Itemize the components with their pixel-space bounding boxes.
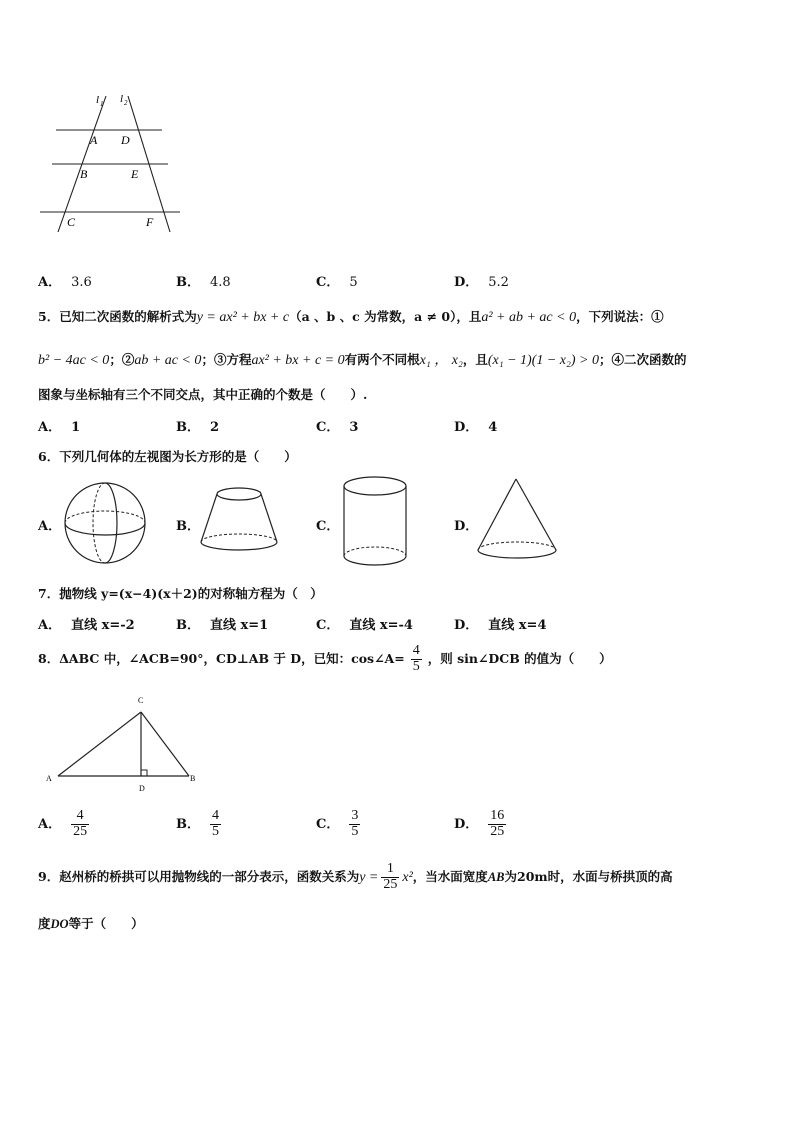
q4-option-d[interactable] (454, 271, 509, 290)
option-letter: C． (316, 817, 340, 832)
q9-text: 时，水面与桥拱顶的高 (547, 869, 673, 884)
fraction-numerator: 4 (412, 643, 420, 659)
label-l2: l (120, 93, 124, 105)
option-letter: B． (176, 817, 200, 832)
q4-option-c[interactable] (316, 271, 358, 290)
q5-option-d[interactable] (454, 416, 507, 435)
option-text: 直线 x=1 (210, 618, 269, 633)
option-fraction (349, 809, 360, 839)
option-text: 2 (210, 420, 220, 435)
option-text: 5 (349, 275, 358, 290)
option-letter: D． (454, 618, 479, 633)
q5-text: ；④二次函数的 (599, 352, 687, 367)
q9-ab: AB (487, 870, 505, 884)
option-letter: A． (38, 817, 62, 832)
q5-text: （a 、b 、c 为常数，a ≠ 0），且 (289, 309, 482, 324)
fraction-denominator: 25 (383, 877, 398, 892)
option-text: 4.8 (210, 275, 231, 290)
option-fraction (210, 809, 221, 839)
q5-text: 有两个不同根 (344, 352, 420, 367)
option-text: 5.2 (488, 275, 509, 290)
label-l1: l (96, 94, 100, 106)
label-C: C (67, 215, 76, 229)
q9-text: 等于（ ） (68, 916, 144, 931)
option-fraction (71, 809, 89, 839)
option-letter: D． (454, 275, 479, 290)
label-B: B (80, 167, 88, 181)
q9-width: 20m (517, 869, 548, 884)
q5-text: ，下列说法：① (576, 309, 664, 324)
frustum-figure (196, 484, 282, 556)
q7-stem: 7．抛物线 y=(x−4)(x＋2)的对称轴方程为（ ） (38, 586, 323, 601)
option-letter: D． (454, 817, 479, 832)
q5-formula: ab + ac < 0 (134, 353, 202, 368)
q5-formula: y = ax² + bx + c (196, 310, 290, 325)
q5-condition: a² + ab + ac < 0 (481, 310, 577, 325)
option-text: 直线 x=-2 (71, 618, 135, 633)
q9-text: 为 (504, 869, 518, 884)
label-C: C (138, 696, 144, 705)
option-text: 直线 x=4 (488, 618, 547, 633)
sphere-figure (60, 480, 150, 570)
option-letter: B． (176, 618, 200, 633)
right-triangle-figure (40, 690, 210, 796)
q7-option-d[interactable] (454, 614, 547, 633)
q5-text: 5．已知二次函数的解析式为 (38, 309, 197, 324)
option-letter: A． (38, 420, 62, 435)
label-D: D (139, 784, 145, 793)
q5-option-a[interactable] (38, 416, 90, 435)
q7-option-a[interactable] (38, 614, 135, 633)
q7-option-c[interactable] (316, 614, 413, 633)
q9-formula-x: x² (402, 870, 413, 885)
q8-stem (38, 640, 612, 678)
q5-text: ，且 (462, 352, 488, 367)
q9-formula-y: y = (359, 870, 379, 885)
q5-option-c[interactable] (316, 416, 368, 435)
label-B: B (190, 774, 196, 783)
q6-option-a-letter[interactable]: A． (38, 519, 62, 534)
option-fraction (488, 809, 506, 839)
option-text: 1 (71, 420, 81, 435)
q9-text: 度 (38, 916, 51, 931)
q4-option-b[interactable] (176, 271, 231, 290)
q8-option-c[interactable] (316, 806, 360, 844)
q5-formula: b² − 4ac < 0 (38, 353, 110, 368)
option-letter: C． (316, 420, 340, 435)
fraction-denominator: 25 (490, 824, 505, 839)
option-letter: A． (38, 618, 62, 633)
q5-text: ；② (109, 352, 135, 367)
q6-option-b-letter[interactable]: B． (176, 519, 200, 534)
q8-text: ，则 sin∠DCB 的值为（ ） (427, 651, 612, 666)
label-E: E (131, 167, 139, 181)
fraction-numerator: 1 (381, 862, 399, 878)
q5-option-b[interactable] (176, 416, 229, 435)
q5-formula: ax² + bx + c = 0 (251, 353, 345, 368)
q9-text: 9．赵州桥的桥拱可以用抛物线的一部分表示，函数关系为 (38, 869, 360, 884)
label-D: D (121, 133, 130, 147)
q4-option-a[interactable] (38, 271, 92, 290)
fraction-numerator: 16 (490, 808, 505, 824)
q8-cos-fraction (411, 644, 422, 674)
q5-line2 (38, 349, 687, 369)
fraction-denominator: 25 (73, 824, 88, 839)
q5-roots: x₁ ， x₂ (419, 353, 463, 368)
label-l2-sub: 2 (124, 99, 128, 107)
option-letter: C． (316, 618, 340, 633)
q9-do: DO (50, 917, 69, 931)
fraction-denominator: 5 (412, 659, 420, 674)
option-text: 4 (488, 420, 498, 435)
q7-option-b[interactable] (176, 614, 268, 633)
q9-line2 (38, 914, 144, 932)
q9-formula-fraction (381, 862, 399, 892)
q8-option-a[interactable] (38, 806, 89, 844)
q8-text: 8．ΔABC 中，∠ACB=90°，CD⊥AB 于 D，已知：cos∠A= (38, 651, 405, 666)
fraction-numerator: 4 (212, 808, 219, 824)
q5-formula: (x₁ − 1)(1 − x₂) > 0 (487, 353, 599, 368)
q6-option-d-letter[interactable]: D． (454, 519, 479, 534)
fraction-denominator: 5 (351, 824, 359, 839)
q8-option-d[interactable] (454, 806, 506, 844)
q9-text: ，当水面宽度 (412, 869, 488, 884)
option-letter: C． (316, 275, 340, 290)
cone-figure (474, 476, 560, 566)
fraction-denominator: 5 (212, 824, 219, 839)
option-text: 3.6 (71, 275, 92, 290)
fraction-numerator: 4 (71, 809, 89, 825)
label-F: F (146, 215, 154, 229)
q9-line1 (38, 857, 673, 898)
q5-line3: 图象与坐标轴有三个不同交点，其中正确的个数是（ ）. (38, 387, 368, 402)
q5-text: ；③方程 (201, 352, 252, 367)
option-text: 3 (349, 420, 359, 435)
q5-line1 (38, 307, 664, 326)
label-A: A (90, 133, 98, 147)
option-text: 直线 x=-4 (349, 618, 413, 633)
option-letter: B． (176, 275, 200, 290)
parallel-lines-figure (36, 88, 188, 243)
q6-stem: 6．下列几何体的左视图为长方形的是（ ） (38, 449, 297, 464)
fraction-numerator: 3 (351, 808, 359, 824)
q6-option-c-letter[interactable]: C． (316, 519, 340, 534)
label-A: A (46, 774, 52, 783)
option-letter: D． (454, 420, 479, 435)
option-letter: B． (176, 420, 200, 435)
cylinder-figure (340, 474, 410, 570)
option-letter: A． (38, 275, 62, 290)
label-l1-sub: 1 (100, 100, 104, 108)
q8-option-b[interactable] (176, 806, 221, 844)
